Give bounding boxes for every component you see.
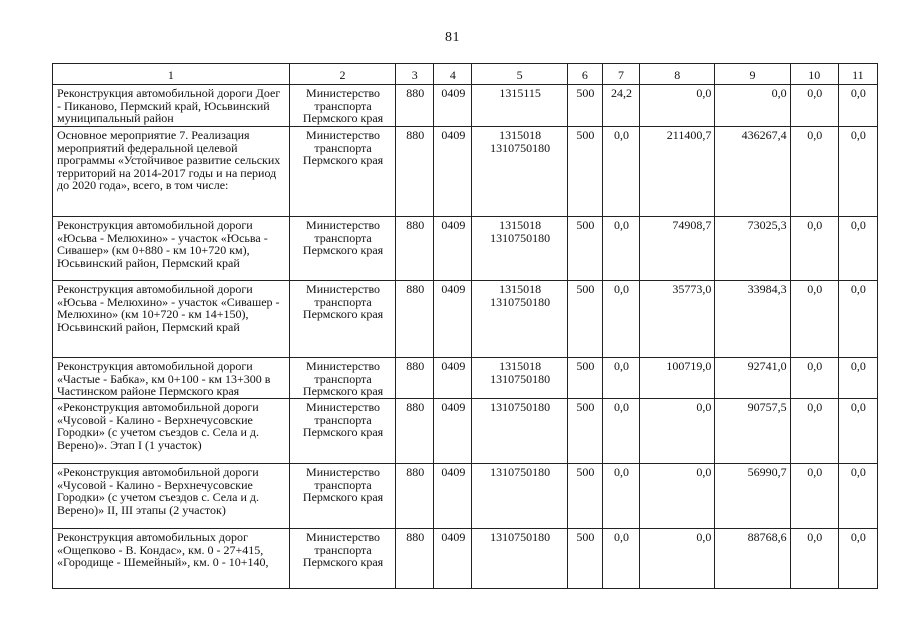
budget-table	[52, 63, 878, 589]
value-col7-cell: 0,0	[602, 358, 639, 399]
ministry-cell: Министерство транспорта Пермского края	[289, 281, 395, 358]
value-col8-cell: 0,0	[640, 529, 715, 589]
value-col11-cell: 0,0	[838, 85, 877, 127]
ministry-cell: Министерство транспорта Пермского края	[289, 358, 395, 399]
code-880-cell: 880	[396, 85, 434, 127]
column-header-1: 1	[53, 64, 290, 85]
project-name-cell: Реконструкция автомобильной дороги «Частые - Бабка», км 0+100 - км 13+300 в Частинском районе Пермского края	[53, 358, 290, 399]
expense-type-cell: 500	[567, 281, 602, 358]
expense-type-cell: 500	[567, 85, 602, 127]
value-col9-cell: 56990,7	[715, 464, 790, 529]
column-header-8: 8	[640, 64, 715, 85]
value-col10-cell: 0,0	[790, 217, 838, 281]
column-header-7: 7	[602, 64, 639, 85]
project-name-cell: Основное мероприятие 7. Реализация мероприятий федеральной целевой программы «Устойчивое развитие сельских территорий на 2014-2017 годы и на период до 2020 года», всего, в том числе:	[53, 127, 290, 217]
project-name-cell: Реконструкция автомобильной дороги Доег - Пиканово, Пермский край, Юсьвинский муниципальный район	[53, 85, 290, 127]
value-col10-cell: 0,0	[790, 85, 838, 127]
code-880-cell: 880	[396, 217, 434, 281]
code-880-cell: 880	[396, 399, 434, 464]
project-name-cell: Реконструкция автомобильных дорог «Ощепково - В. Кондас», км. 0 - 27+415, «Городище - Шемейный», км. 0 - 10+140,	[53, 529, 290, 589]
value-col11-cell: 0,0	[838, 217, 877, 281]
value-col11-cell: 0,0	[838, 399, 877, 464]
ministry-cell: Министерство транспорта Пермского края	[289, 127, 395, 217]
table-row	[53, 217, 878, 281]
value-col8-cell: 0,0	[640, 464, 715, 529]
section-cell: 0409	[434, 281, 472, 358]
value-col10-cell: 0,0	[790, 358, 838, 399]
page-number: 81	[445, 30, 460, 45]
value-col8-cell: 74908,7	[640, 217, 715, 281]
column-header-4: 4	[434, 64, 472, 85]
table-row	[53, 281, 878, 358]
project-name-cell: Реконструкция автомобильной дороги «Юсьва - Мелюхино» - участок «Юсьва - Сивашер» (км 0+880 - км 10+720 км), Юсьвинский район, Пермский край	[53, 217, 290, 281]
code-880-cell: 880	[396, 127, 434, 217]
target-article-cell: 1310750180	[472, 529, 567, 589]
section-cell: 0409	[434, 127, 472, 217]
value-col7-cell: 24,2	[602, 85, 639, 127]
column-header-10: 10	[790, 64, 838, 85]
project-name-cell: «Реконструкция автомобильной дороги «Чусовой - Калино - Верхнечусовские Городки» (с учетом съездов с. Села и д. Верено)» II, III этапы (2 участок)	[53, 464, 290, 529]
value-col11-cell: 0,0	[838, 281, 877, 358]
value-col9-cell: 436267,4	[715, 127, 790, 217]
target-article-cell: 1315018 1310750180	[472, 358, 567, 399]
ministry-cell: Министерство транспорта Пермского края	[289, 529, 395, 589]
target-article-cell: 1315115	[472, 85, 567, 127]
value-col9-cell: 73025,3	[715, 217, 790, 281]
value-col8-cell: 35773,0	[640, 281, 715, 358]
target-article-cell: 1310750180	[472, 399, 567, 464]
expense-type-cell: 500	[567, 529, 602, 589]
table-row	[53, 358, 878, 399]
target-article-cell: 1310750180	[472, 464, 567, 529]
value-col11-cell: 0,0	[838, 127, 877, 217]
expense-type-cell: 500	[567, 399, 602, 464]
table-row	[53, 399, 878, 464]
code-880-cell: 880	[396, 358, 434, 399]
value-col8-cell: 0,0	[640, 399, 715, 464]
value-col9-cell: 90757,5	[715, 399, 790, 464]
ministry-cell: Министерство транспорта Пермского края	[289, 464, 395, 529]
column-header-2: 2	[289, 64, 395, 85]
value-col9-cell: 92741,0	[715, 358, 790, 399]
column-header-6: 6	[567, 64, 602, 85]
table-row	[53, 529, 878, 589]
expense-type-cell: 500	[567, 464, 602, 529]
table-row	[53, 127, 878, 217]
expense-type-cell: 500	[567, 358, 602, 399]
column-header-9: 9	[715, 64, 790, 85]
code-880-cell: 880	[396, 464, 434, 529]
section-cell: 0409	[434, 85, 472, 127]
code-880-cell: 880	[396, 529, 434, 589]
target-article-cell: 1315018 1310750180	[472, 127, 567, 217]
ministry-cell: Министерство транспорта Пермского края	[289, 399, 395, 464]
section-cell: 0409	[434, 217, 472, 281]
value-col9-cell: 0,0	[715, 85, 790, 127]
value-col7-cell: 0,0	[602, 464, 639, 529]
column-header-3: 3	[396, 64, 434, 85]
value-col8-cell: 211400,7	[640, 127, 715, 217]
code-880-cell: 880	[396, 281, 434, 358]
value-col7-cell: 0,0	[602, 399, 639, 464]
section-cell: 0409	[434, 464, 472, 529]
value-col8-cell: 0,0	[640, 85, 715, 127]
value-col10-cell: 0,0	[790, 281, 838, 358]
value-col10-cell: 0,0	[790, 127, 838, 217]
value-col7-cell: 0,0	[602, 217, 639, 281]
value-col11-cell: 0,0	[838, 529, 877, 589]
table-row	[53, 85, 878, 127]
expense-type-cell: 500	[567, 217, 602, 281]
value-col10-cell: 0,0	[790, 529, 838, 589]
column-header-11: 11	[838, 64, 877, 85]
value-col8-cell: 100719,0	[640, 358, 715, 399]
expense-type-cell: 500	[567, 127, 602, 217]
value-col7-cell: 0,0	[602, 281, 639, 358]
section-cell: 0409	[434, 358, 472, 399]
section-cell: 0409	[434, 399, 472, 464]
section-cell: 0409	[434, 529, 472, 589]
value-col9-cell: 33984,3	[715, 281, 790, 358]
ministry-cell: Министерство транспорта Пермского края	[289, 217, 395, 281]
column-header-5: 5	[472, 64, 567, 85]
target-article-cell: 1315018 1310750180	[472, 281, 567, 358]
value-col11-cell: 0,0	[838, 464, 877, 529]
ministry-cell: Министерство транспорта Пермского края	[289, 85, 395, 127]
table-row	[53, 464, 878, 529]
value-col7-cell: 0,0	[602, 127, 639, 217]
value-col10-cell: 0,0	[790, 399, 838, 464]
value-col11-cell: 0,0	[838, 358, 877, 399]
target-article-cell: 1315018 1310750180	[472, 217, 567, 281]
project-name-cell: Реконструкция автомобильной дороги «Юсьва - Мелюхино» - участок «Сивашер - Мелюхино» (км 10+720 - км 14+150), Юсьвинский район, Пермский край	[53, 281, 290, 358]
value-col9-cell: 88768,6	[715, 529, 790, 589]
value-col10-cell: 0,0	[790, 464, 838, 529]
project-name-cell: «Реконструкция автомобильной дороги «Чусовой - Калино - Верхнечусовские Городки» (с учетом съездов с. Села и д. Верено)». Этап I (1 участок)	[53, 399, 290, 464]
value-col7-cell: 0,0	[602, 529, 639, 589]
table-header-row	[53, 64, 878, 85]
